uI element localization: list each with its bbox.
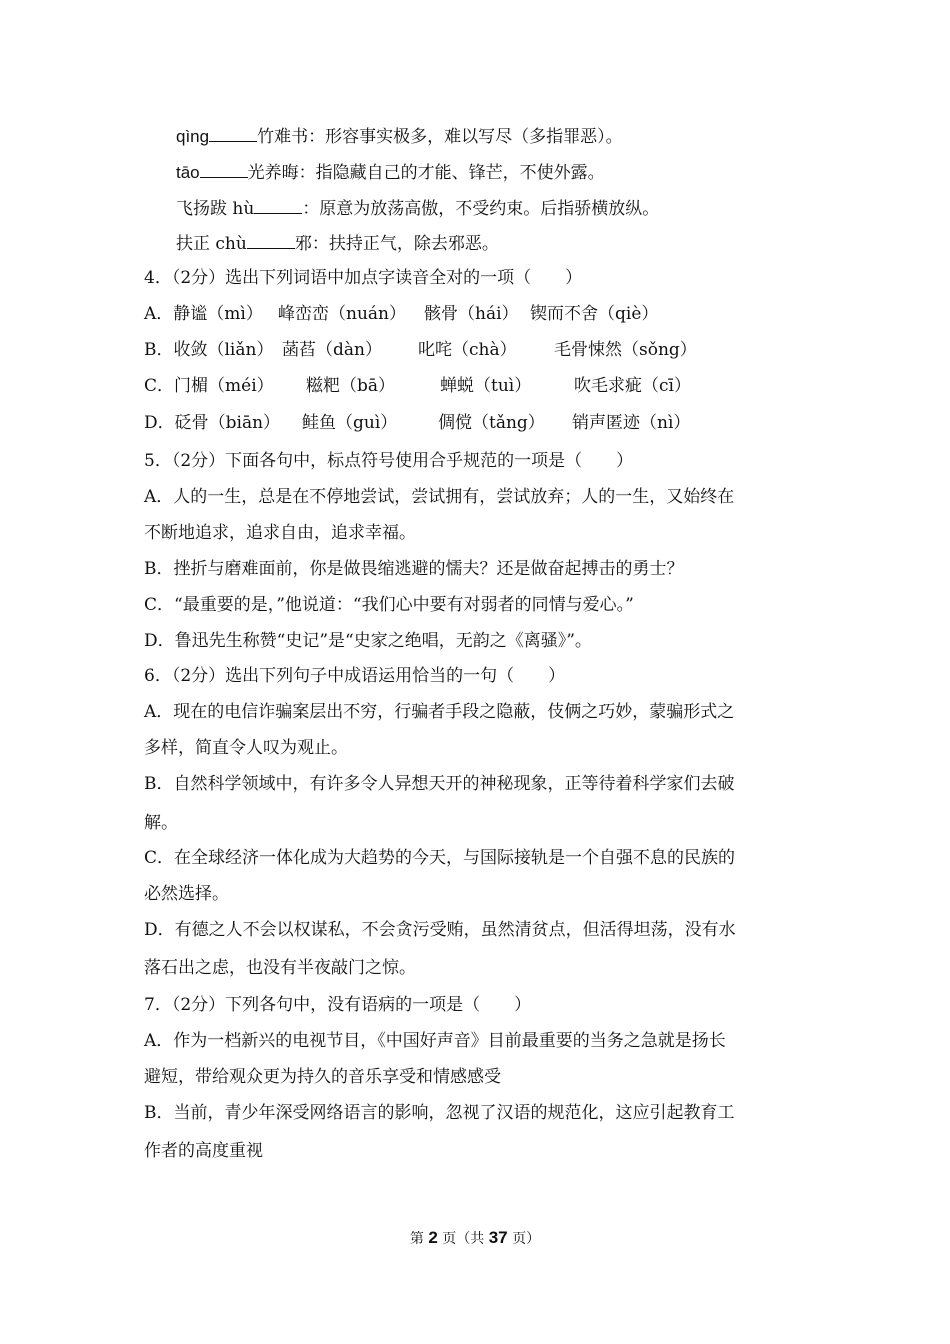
question-7-option-a: A．作为一档新兴的电视节目，《中国好声音》目前最重要的当务之急就是扬长 (144, 1031, 726, 1051)
question-5-stem: 5．（2分）下面各句中，标点符号使用合乎规范的一项是（ ） (144, 451, 634, 471)
answer-blank (247, 232, 295, 249)
question-4-stem: 4．（2分）选出下列词语中加点字读音全对的一项（ ） (144, 268, 583, 288)
question-6-option-c: C．在全球经济一体化成为大趋势的今天，与国际接轨是一个自强不息的民族的 (144, 848, 736, 868)
question-6-option-c-cont: 必然选择。 (144, 884, 229, 904)
question-6-option-b: B．自然科学领域中，有许多令人异想天开的神秘现象，正等待着科学家们去破 (144, 774, 735, 794)
answer-blank (209, 125, 257, 142)
question-6-option-b-cont: 解。 (144, 813, 178, 833)
vocab-line-2: tāo 光养晦：指隐藏自己的才能、锋芒，不使外露。 (176, 163, 605, 183)
question-7-option-b-cont: 作者的高度重视 (144, 1141, 263, 1161)
question-6-option-a: A．现在的电信诈骗案层出不穷，行骗者手段之隐蔽，伎俩之巧妙，蒙骗形式之 (144, 702, 735, 722)
question-5-option-c: C．“最重要的是，”他说道：“我们心中要有对弱者的同情与爱心。” (144, 595, 634, 615)
vocab-line-4: 扶正 chù 邪：扶持正气，除去邪恶。 (176, 234, 499, 254)
question-5-option-b: B．挫折与磨难面前，你是做畏缩逃避的懦夫？还是做奋起搏击的勇士？ (144, 559, 684, 579)
vocab-line-3: 飞扬跋 hù ：原意为放荡高傲，不受约束。后指骄横放纵。 (176, 199, 660, 219)
question-6-option-a-cont: 多样，简直令人叹为观止。 (144, 738, 348, 758)
question-5-option-d: D．鲁迅先生称赞“史记”是“史家之绝唱，无韵之《离骚》”。 (144, 631, 592, 651)
question-4-option-d: D．砭骨（biān） 鲑鱼（guì） 倜傥（tǎng） 销声匿迹（nì） (144, 413, 691, 433)
question-4-option-a: A．静谧（mì） 峰峦峦（nuán） 骸骨（hái） 锲而不舍（qiè） (144, 304, 659, 324)
question-7-option-a-cont: 避短，带给观众更为持久的音乐享受和情感感受 (144, 1067, 501, 1087)
question-6-stem: 6．（2分）选出下列句子中成语运用恰当的一句（ ） (144, 666, 566, 686)
answer-blank (200, 161, 248, 178)
question-4-option-b: B．收敛（liǎn） 菡萏（dàn） 叱咤（chà） 毛骨悚然（sǒng） (144, 340, 697, 360)
answer-blank (254, 197, 302, 214)
vocab-line-1: qìng 竹难书：形容事实极多，难以写尽（多指罪恶）。 (176, 127, 623, 147)
question-7-stem: 7．（2分）下列各句中，没有语病的一项是（ ） (144, 995, 532, 1015)
question-4-option-c: C．门楣（méi） 糍粑（bā） 蝉蜕（tuì） 吹毛求疵（cī） (144, 376, 691, 396)
question-5-option-a: A．人的一生，总是在不停地尝试，尝试拥有，尝试放弃；人的一生，又始终在 (144, 487, 735, 507)
page-number: 2 (428, 1228, 438, 1247)
question-7-option-b: B．当前，青少年深受网络语言的影响，忽视了汉语的规范化，这应引起教育工 (144, 1103, 735, 1123)
page-footer: 第 2 页（共 37 页） (409, 1228, 541, 1247)
question-6-option-d: D．有德之人不会以权谋私，不会贪污受贿，虽然清贫点，但活得坦荡，没有水 (144, 920, 736, 940)
question-6-option-d-cont: 落石出之虑，也没有半夜敲门之惊。 (144, 958, 416, 978)
total-pages: 37 (488, 1228, 508, 1247)
question-5-option-a-cont: 不断地追求，追求自由，追求幸福。 (144, 523, 416, 543)
